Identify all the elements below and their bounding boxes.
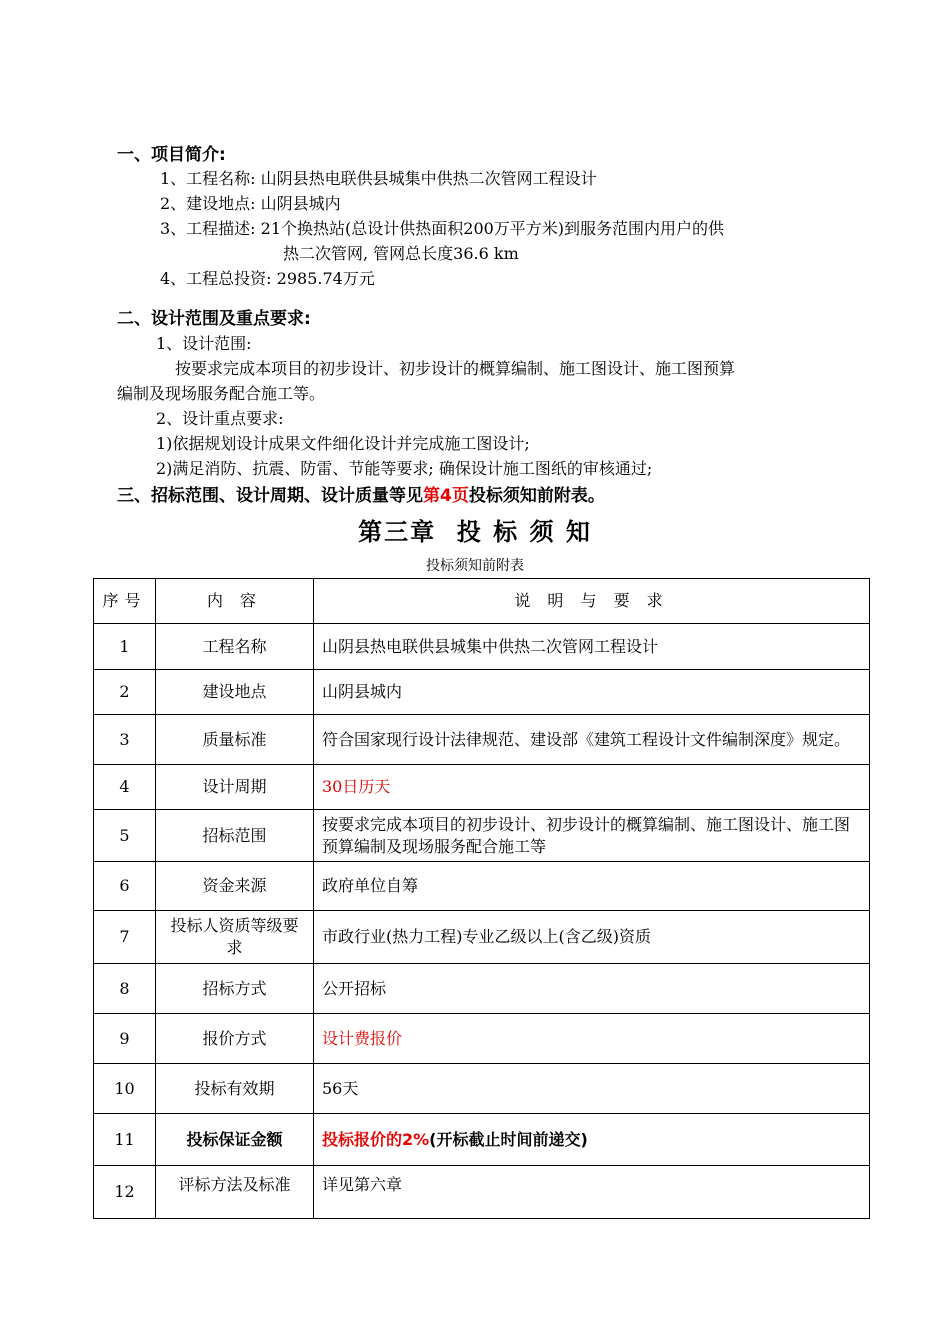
row-no: 2 [94, 670, 156, 715]
row-desc: 市政行业(热力工程)专业乙级以上(含乙级)资质 [314, 911, 870, 964]
table-row [94, 670, 870, 715]
row-desc: 政府单位自筹 [314, 862, 870, 911]
row-no: 1 [94, 624, 156, 670]
row-no: 3 [94, 715, 156, 765]
table-row [94, 1114, 870, 1166]
project-description-line2: 热二次管网, 管网总长度36.6 km [283, 244, 519, 263]
table-row [94, 624, 870, 670]
table-row [94, 964, 870, 1014]
table-row [94, 765, 870, 810]
row-item: 投标有效期 [156, 1064, 314, 1114]
table-row [94, 810, 870, 862]
row-item: 报价方式 [156, 1014, 314, 1064]
project-location-line: 2、建设地点: 山阴县城内 [160, 194, 341, 213]
header-no: 序号 [94, 579, 156, 624]
row-desc: 设计费报价 [314, 1014, 870, 1064]
row-item: 招标方式 [156, 964, 314, 1014]
row-desc: 56天 [314, 1064, 870, 1114]
bid-notice-table [93, 578, 870, 1219]
header-item: 内 容 [156, 579, 314, 624]
table-row [94, 862, 870, 911]
row-item: 评标方法及标准 [156, 1166, 314, 1219]
project-name-line: 1、工程名称: 山阴县热电联供县城集中供热二次管网工程设计 [160, 169, 597, 188]
row-desc: 按要求完成本项目的初步设计、初步设计的概算编制、施工图设计、施工图预算编制及现场服务配合施工等 [314, 810, 870, 862]
row-item: 投标人资质等级要求 [156, 911, 314, 964]
row-no: 11 [94, 1114, 156, 1166]
row-desc: 山阴县城内 [314, 670, 870, 715]
design-key-requirements-subheading: 2、设计重点要求: [156, 409, 284, 428]
row-no: 5 [94, 810, 156, 862]
row-no: 7 [94, 911, 156, 964]
row-desc: 公开招标 [314, 964, 870, 1014]
row-no: 4 [94, 765, 156, 810]
row-no: 12 [94, 1166, 156, 1219]
section3-heading-post: 投标须知前附表。 [468, 486, 605, 506]
section2-heading: 二、设计范围及重点要求: [117, 309, 311, 329]
design-scope-para-line2: 编制及现场服务配合施工等。 [117, 384, 326, 403]
row-item: 设计周期 [156, 765, 314, 810]
deposit-percentage: 投标报价的2% [322, 1129, 430, 1149]
row-desc: 30日历天 [314, 765, 870, 810]
row-item: 资金来源 [156, 862, 314, 911]
row-no: 8 [94, 964, 156, 1014]
project-investment-line: 4、工程总投资: 2985.74万元 [160, 269, 375, 288]
table-row [94, 1166, 870, 1219]
requirement-1: 1)依据规划设计成果文件细化设计并完成施工图设计; [156, 434, 530, 453]
header-desc: 说 明 与 要 求 [314, 579, 870, 624]
row-desc [314, 1114, 870, 1166]
table-row [94, 1014, 870, 1064]
row-item: 投标保证金额 [156, 1114, 314, 1166]
table-caption: 投标须知前附表 [426, 558, 524, 574]
row-no: 10 [94, 1064, 156, 1114]
requirement-2: 2)满足消防、抗震、防雷、节能等要求; 确保设计施工图纸的审核通过; [156, 459, 653, 478]
table-row [94, 715, 870, 765]
row-no: 9 [94, 1014, 156, 1064]
chapter-title: 第三章 投 标 须 知 [358, 518, 592, 546]
table-row [94, 1064, 870, 1114]
row-item: 招标范围 [156, 810, 314, 862]
table-row [94, 911, 870, 964]
row-desc: 符合国家现行设计法律规范、建设部《建筑工程设计文件编制深度》规定。 [314, 715, 870, 765]
row-item: 工程名称 [156, 624, 314, 670]
project-description-line1: 3、工程描述: 21个换热站(总设计供热面积200万平方米)到服务范围内用户的供 [160, 219, 725, 238]
section3-heading-pre: 三、招标范围、设计周期、设计质量等见 [117, 486, 423, 506]
design-scope-para-line1: 按要求完成本项目的初步设计、初步设计的概算编制、施工图设计、施工图预算 [175, 359, 736, 378]
row-item: 建设地点 [156, 670, 314, 715]
section3-heading-page-ref: 第4页 [423, 486, 469, 506]
table-header-row [94, 579, 870, 624]
row-desc: 详见第六章 [314, 1166, 870, 1219]
row-item: 质量标准 [156, 715, 314, 765]
section1-heading: 一、项目简介: [117, 145, 226, 165]
row-desc: 山阴县热电联供县城集中供热二次管网工程设计 [314, 624, 870, 670]
design-scope-subheading: 1、设计范围: [156, 334, 252, 353]
section3-heading [117, 481, 605, 506]
row-no: 6 [94, 862, 156, 911]
deposit-note: (开标截止时间前递交) [429, 1129, 588, 1149]
